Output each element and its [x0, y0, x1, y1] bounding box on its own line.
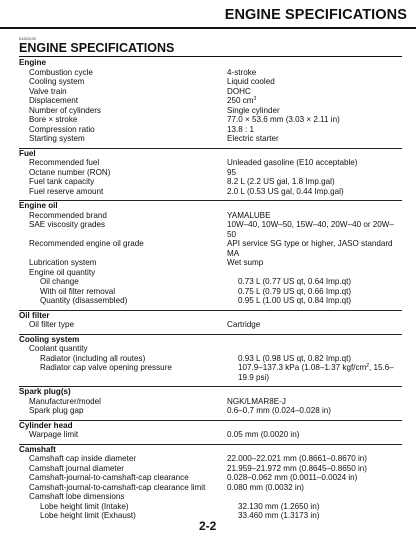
spec-label: Recommended fuel	[29, 158, 100, 167]
spec-row	[19, 134, 402, 144]
spec-table	[19, 58, 402, 525]
spec-row	[19, 77, 402, 87]
spec-label: Quantity (disassembled)	[40, 296, 128, 305]
spec-value	[227, 158, 402, 168]
spec-value	[227, 320, 402, 330]
spec-row	[19, 115, 402, 125]
spec-value	[238, 511, 402, 521]
spec-value	[238, 363, 402, 382]
spec-value	[227, 492, 402, 502]
spec-row	[19, 268, 402, 278]
spec-label: Combustion cycle	[29, 67, 93, 77]
spec-row	[19, 492, 402, 502]
spec-label: Manufacturer/model	[29, 396, 101, 406]
spec-value	[238, 277, 402, 287]
spec-value	[227, 115, 402, 125]
spec-value	[227, 177, 402, 187]
spec-value-text: Single cylinder	[227, 105, 280, 115]
spec-value-text: Wet sump	[227, 258, 264, 267]
spec-row	[19, 277, 402, 287]
spec-value-text: 0.73 L (0.77 US qt, 0.64 Imp.qt)	[238, 277, 352, 286]
spec-row	[19, 363, 402, 382]
spec-value-text: DOHC	[227, 86, 251, 96]
spec-group	[19, 444, 402, 525]
spec-group	[19, 386, 402, 420]
spec-value	[227, 96, 402, 106]
spec-value-text: 0.95 L (1.00 US qt, 0.84 Imp.qt)	[238, 296, 352, 305]
spec-value	[238, 296, 402, 306]
spec-label: Spark plug gap	[29, 406, 84, 415]
spec-label: Camshaft journal diameter	[29, 463, 124, 473]
spec-value	[227, 220, 402, 239]
spec-value	[227, 134, 402, 144]
spec-value-superscript: 2	[366, 363, 370, 369]
spec-value-text: 33.460 mm (1.3173 in)	[238, 511, 320, 520]
spec-row	[19, 430, 402, 440]
spec-value	[227, 430, 402, 440]
spec-value	[227, 464, 402, 474]
section-title-rule	[19, 56, 402, 57]
page-number: 2-2	[199, 519, 217, 533]
spec-label: With oil filter removal	[40, 286, 116, 296]
spec-group	[19, 420, 402, 444]
page-header-title: ENGINE SPECIFICATIONS	[224, 7, 407, 23]
spec-label: Compression ratio	[29, 124, 95, 134]
spec-label: Lobe height limit (Intake)	[40, 501, 129, 511]
spec-row	[19, 106, 402, 116]
spec-value-text: Liquid cooled	[227, 77, 275, 86]
spec-value-text: 107.9–137.3 kPa (1.08–1.37 kgf/cm	[238, 363, 367, 372]
spec-value-text: Electric starter	[227, 134, 279, 143]
spec-value-text: 21.959–21.972 mm (0.8645–0.8650 in)	[227, 463, 367, 473]
section-title: ENGINE SPECIFICATIONS	[19, 41, 175, 55]
spec-row	[19, 473, 402, 483]
spec-value	[238, 502, 402, 512]
spec-value	[227, 454, 402, 464]
spec-value-text: 0.75 L (0.79 US qt, 0.66 Imp.qt)	[238, 286, 352, 296]
spec-group-heading: Cooling system	[19, 334, 80, 344]
spec-label: Engine oil quantity	[29, 267, 96, 277]
document-code: EAS20130	[19, 37, 36, 41]
spec-row	[19, 502, 402, 512]
spec-label: Fuel reserve amount	[29, 186, 104, 196]
spec-group-heading: Oil filter	[19, 310, 50, 320]
spec-label: Camshaft lobe dimensions	[29, 492, 125, 501]
spec-label: Oil filter type	[29, 320, 74, 329]
spec-label: Warpage limit	[29, 430, 79, 439]
spec-row	[19, 397, 402, 407]
spec-label: Radiator (including all routes)	[40, 353, 146, 363]
spec-row	[19, 258, 402, 268]
spec-label: Number of cylinders	[29, 105, 101, 115]
spec-row	[19, 354, 402, 364]
spec-label: Octane number (RON)	[29, 167, 111, 177]
spec-value	[227, 68, 402, 78]
spec-value	[227, 211, 402, 221]
spec-value-text: 13.8 : 1	[227, 124, 255, 134]
spec-value	[227, 344, 402, 354]
spec-label: Lobe height limit (Exhaust)	[40, 511, 136, 520]
spec-value	[227, 406, 402, 416]
spec-value-text: API service SG type or higher, JASO standard MA	[227, 239, 393, 258]
spec-label: Valve train	[29, 86, 67, 96]
spec-row	[19, 406, 402, 416]
spec-value	[227, 187, 402, 197]
spec-value	[227, 258, 402, 268]
spec-label: Starting system	[29, 134, 85, 143]
spec-label: Cooling system	[29, 77, 85, 86]
spec-group-heading: Engine	[19, 58, 46, 67]
spec-group	[19, 200, 402, 310]
spec-value	[227, 77, 402, 87]
spec-value	[227, 268, 402, 278]
spec-value-text: 95	[227, 167, 237, 177]
spec-group	[19, 148, 402, 201]
spec-row	[19, 158, 402, 168]
spec-value-text: YAMALUBE	[227, 210, 271, 220]
spec-group-heading: Fuel	[19, 148, 36, 158]
spec-value-text: 22.000–22.021 mm (0.8661–0.8670 in)	[227, 454, 367, 463]
spec-row	[19, 320, 402, 330]
spec-value-text: 8.2 L (2.2 US gal, 1.8 Imp.gal)	[227, 177, 335, 186]
spec-label: Camshaft cap inside diameter	[29, 454, 137, 463]
spec-label: Camshaft-journal-to-camshaft-cap clearance	[29, 473, 189, 482]
spec-label: Lubrication system	[29, 258, 97, 267]
spec-value-text: 77.0 × 53.6 mm (3.03 × 2.11 in)	[227, 115, 340, 124]
spec-group-heading: Camshaft	[19, 444, 56, 454]
spec-value-text-after: , 15.6–19.9 psi)	[238, 363, 394, 382]
spec-value-text: NGK/LMAR8E-J	[227, 396, 286, 406]
spec-value-text: Unleaded gasoline (E10 acceptable)	[227, 158, 358, 167]
spec-row	[19, 464, 402, 474]
spec-value	[227, 473, 402, 483]
spec-value-text: 0.028–0.062 mm (0.0011–0.0024 in)	[227, 473, 358, 482]
spec-label: Oil change	[40, 277, 79, 286]
spec-value	[227, 87, 402, 97]
spec-value-text: 250 cm	[227, 96, 254, 105]
spec-row	[19, 483, 402, 493]
spec-row	[19, 96, 402, 106]
spec-value-text: 4-stroke	[227, 67, 257, 77]
spec-row	[19, 220, 402, 239]
spec-group	[19, 334, 402, 387]
spec-value	[227, 397, 402, 407]
spec-value-text: 0.080 mm (0.0032 in)	[227, 482, 304, 492]
spec-label: Coolant quantity	[29, 344, 88, 353]
spec-row	[19, 168, 402, 178]
spec-value-text: 0.05 mm (0.0020 in)	[227, 430, 300, 439]
spec-row	[19, 187, 402, 197]
header-rule	[0, 27, 416, 29]
spec-row	[19, 211, 402, 221]
spec-row	[19, 239, 402, 258]
spec-group-heading: Engine oil	[19, 201, 58, 210]
spec-label: Displacement	[29, 96, 79, 105]
spec-label: Radiator cap valve opening pressure	[40, 363, 172, 372]
spec-group	[19, 310, 402, 334]
spec-row	[19, 454, 402, 464]
spec-value	[227, 239, 402, 258]
spec-label: Bore × stroke	[29, 115, 78, 124]
spec-row	[19, 177, 402, 187]
spec-value	[227, 483, 402, 493]
spec-label: Fuel tank capacity	[29, 177, 95, 186]
spec-label: Camshaft-journal-to-camshaft-cap clearance limit	[29, 482, 206, 492]
spec-value-text: 2.0 L (0.53 US gal, 0.44 Imp.gal)	[227, 186, 344, 196]
spec-row	[19, 344, 402, 354]
spec-value	[238, 354, 402, 364]
spec-row	[19, 125, 402, 135]
spec-label: Recommended engine oil grade	[29, 239, 144, 248]
spec-value	[227, 106, 402, 116]
spec-row	[19, 87, 402, 97]
spec-row	[19, 296, 402, 306]
spec-value-text: Cartridge	[227, 320, 261, 329]
spec-label: Recommended brand	[29, 210, 107, 220]
spec-value-text: 10W–40, 10W–50, 15W–40, 20W–40 or 20W–50	[227, 220, 394, 239]
spec-value-superscript: 3	[253, 96, 257, 102]
spec-label: SAE viscosity grades	[29, 220, 106, 229]
spec-row	[19, 68, 402, 78]
spec-group	[19, 58, 402, 148]
spec-group-heading: Cylinder head	[19, 420, 73, 430]
spec-value	[227, 125, 402, 135]
spec-value	[238, 287, 402, 297]
spec-value-text: 0.93 L (0.98 US qt, 0.82 Imp.qt)	[238, 353, 352, 363]
spec-value	[227, 168, 402, 178]
spec-value-text: 32.130 mm (1.2650 in)	[238, 501, 320, 511]
spec-group-heading: Spark plug(s)	[19, 387, 71, 396]
spec-row	[19, 287, 402, 297]
spec-value-text: 0.6–0.7 mm (0.024–0.028 in)	[227, 406, 331, 415]
